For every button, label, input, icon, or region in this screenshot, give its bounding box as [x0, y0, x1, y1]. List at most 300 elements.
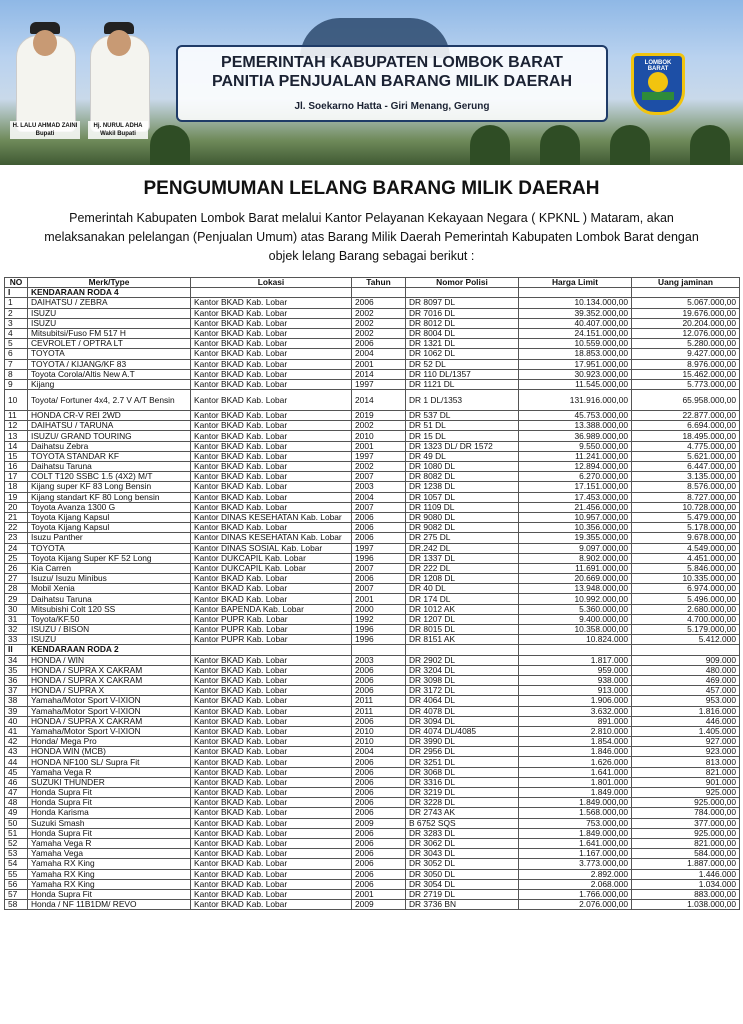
page-title: PENGUMUMAN LELANG BARANG MILIK DAERAH [143, 178, 600, 199]
col-uang-jaminan-cell: 3.135.000,00 [632, 472, 740, 482]
regent-figure [16, 35, 76, 132]
col-harga-limit-cell: 1.846.000 [519, 747, 632, 757]
col-no-cell: 25 [5, 553, 28, 563]
col-uang-jaminan-cell: 5.179.000,00 [632, 625, 740, 635]
col-lokasi-cell: Kantor BKAD Kab. Lobar [191, 482, 352, 492]
col-no-cell: 30 [5, 604, 28, 614]
col-no-cell: 15 [5, 451, 28, 461]
col-no-cell: 2 [5, 308, 28, 318]
col-tahun-cell: 2006 [352, 828, 406, 838]
table-row [5, 533, 740, 543]
col-harga-limit-cell: 2.076.000,00 [519, 900, 632, 910]
table-row [5, 625, 740, 635]
col-harga-limit-cell: 8.902.000,00 [519, 553, 632, 563]
col-harga-limit-cell: 10.559.000,00 [519, 339, 632, 349]
col-no-cell: 31 [5, 614, 28, 624]
col-nomor-polisi-cell: B 6752 SQS [406, 818, 519, 828]
table-row [5, 859, 740, 869]
col-lokasi-cell: Kantor BKAD Kab. Lobar [191, 828, 352, 838]
col-lokasi-cell: Kantor BKAD Kab. Lobar [191, 462, 352, 472]
col-lokasi-cell: Kantor BKAD Kab. Lobar [191, 686, 352, 696]
col-uang-jaminan-cell: 65.958.000,00 [632, 390, 740, 411]
col-uang-jaminan-cell: 20.204.000,00 [632, 318, 740, 328]
col-lokasi-cell: Kantor BKAD Kab. Lobar [191, 584, 352, 594]
table-row [5, 706, 740, 716]
col-harga-limit-cell: 40.407.000,00 [519, 318, 632, 328]
col-uang-jaminan-cell: 8.727.000,00 [632, 492, 740, 502]
table-row [5, 675, 740, 685]
col-uang-jaminan-cell: 1.816.000 [632, 706, 740, 716]
col-no-cell: 44 [5, 757, 28, 767]
col-merk-type-cell: Daihatsu Taruna [28, 594, 191, 604]
col-tahun-cell: 2007 [352, 472, 406, 482]
col-tahun-cell: 2006 [352, 716, 406, 726]
col-no-cell: 38 [5, 696, 28, 706]
col-tahun-cell: 1992 [352, 614, 406, 624]
col-harga-limit-cell: 1.568.000,00 [519, 808, 632, 818]
col-merk-type-cell: Isuzu Panther [28, 533, 191, 543]
col-uang-jaminan-cell: 5.067.000,00 [632, 298, 740, 308]
government-name: PEMERINTAH KABUPATEN LOMBOK BARAT [221, 54, 563, 71]
empty-cell [632, 645, 740, 655]
col-harga-limit-cell: 1.167.000,00 [519, 849, 632, 859]
col-harga-limit-cell: 1.849.000,00 [519, 798, 632, 808]
col-harga-limit-cell: 11.691.000,00 [519, 563, 632, 573]
col-lokasi-cell: Kantor PUPR Kab. Lobar [191, 625, 352, 635]
col-harga-limit-cell: 1.766.000,00 [519, 889, 632, 899]
col-lokasi-cell: Kantor BKAD Kab. Lobar [191, 431, 352, 441]
col-lokasi-cell: Kantor BKAD Kab. Lobar [191, 838, 352, 848]
col-merk-type-cell: Honda / NF 11B1DM/ REVO [28, 900, 191, 910]
col-nomor-polisi-cell: DR 9082 DL [406, 523, 519, 533]
col-no-cell: 54 [5, 859, 28, 869]
col-no-cell: 34 [5, 655, 28, 665]
table-row [5, 889, 740, 899]
col-uang-jaminan-cell: 457.000 [632, 686, 740, 696]
col-uang-jaminan-cell: 4.451.000,00 [632, 553, 740, 563]
col-no-cell: 17 [5, 472, 28, 482]
col-nomor-polisi-cell: DR 3251 DL [406, 757, 519, 767]
col-merk-type-cell: Yamaha RX King [28, 869, 191, 879]
palm-tree-graphic [470, 125, 510, 165]
col-lokasi-cell: Kantor PUPR Kab. Lobar [191, 635, 352, 645]
col-uang-jaminan-cell: 4.775.000,00 [632, 441, 740, 451]
col-lokasi-cell: Kantor BKAD Kab. Lobar [191, 308, 352, 318]
table-row [5, 726, 740, 736]
col-no-cell: 19 [5, 492, 28, 502]
table-row [5, 584, 740, 594]
col-merk-type-cell: HONDA NF100 SL/ Supra Fit [28, 757, 191, 767]
col-merk-type-cell: Kia Carren [28, 563, 191, 573]
col-lokasi-cell: Kantor DINAS KESEHATAN Kab. Lobar [191, 533, 352, 543]
col-uang-jaminan-cell: 446.000 [632, 716, 740, 726]
table-row [5, 767, 740, 777]
col-uang-jaminan-cell: 1.405.000 [632, 726, 740, 736]
col-nomor-polisi-cell: DR 3062 DL [406, 838, 519, 848]
empty-cell [519, 288, 632, 298]
col-harga-limit-cell: 1.849.000,00 [519, 828, 632, 838]
col-no-cell: 18 [5, 482, 28, 492]
col-no-cell: 9 [5, 379, 28, 389]
col-merk-type-cell: Kijang standart KF 80 Long bensin [28, 492, 191, 502]
col-uang-jaminan-cell: 6.694.000,00 [632, 421, 740, 431]
table-row [5, 379, 740, 389]
col-nomor-polisi-cell: DR 3068 DL [406, 767, 519, 777]
table-row [5, 838, 740, 848]
col-uang-jaminan-cell: 8.576.000,00 [632, 482, 740, 492]
col-harga-limit-cell: 17.151.000,00 [519, 482, 632, 492]
table-row [5, 523, 740, 533]
col-tahun-cell: 2004 [352, 349, 406, 359]
col-uang-jaminan-cell: 480.000 [632, 665, 740, 675]
table-row [5, 553, 740, 563]
col-nomor-polisi-cell: DR 174 DL [406, 594, 519, 604]
col-no-cell: 42 [5, 737, 28, 747]
col-tahun-cell: 2006 [352, 757, 406, 767]
col-lokasi-cell: Kantor BKAD Kab. Lobar [191, 349, 352, 359]
col-no-cell: 29 [5, 594, 28, 604]
col-merk-type-cell: HONDA / SUPRA X CAKRAM [28, 675, 191, 685]
col-tahun-cell: 2003 [352, 655, 406, 665]
col-no-cell: 57 [5, 889, 28, 899]
col-harga-limit-cell: 11.241.000,00 [519, 451, 632, 461]
col-nomor-polisi-cell: DR 3204 DL [406, 665, 519, 675]
col-uang-jaminan-cell: 1.034.000 [632, 879, 740, 889]
col-uang-jaminan-cell: 22.877.000,00 [632, 411, 740, 421]
col-harga-limit-cell: 1.641.000,00 [519, 838, 632, 848]
col-tahun-cell: 1997 [352, 379, 406, 389]
col-harga-limit-cell: 11.545.000,00 [519, 379, 632, 389]
col-harga-limit-cell: 17.453.000,00 [519, 492, 632, 502]
table-row [5, 614, 740, 624]
col-no-cell: 45 [5, 767, 28, 777]
table-row [5, 390, 740, 411]
col-nomor-polisi-cell: DR 8015 DL [406, 625, 519, 635]
col-tahun-cell: 2006 [352, 838, 406, 848]
col-nomor-polisi-cell: DR 3228 DL [406, 798, 519, 808]
col-uang-jaminan-cell: 883.000,00 [632, 889, 740, 899]
col-tahun-cell: 2010 [352, 726, 406, 736]
col-harga-limit-cell: 753.000,00 [519, 818, 632, 828]
col-uang-jaminan-cell: 1.038.000,00 [632, 900, 740, 910]
col-lokasi-cell: Kantor BKAD Kab. Lobar [191, 421, 352, 431]
section-name: KENDARAAN RODA 2 [28, 645, 191, 655]
regent-caption [10, 121, 80, 139]
col-merk-type-cell: Yamaha Vega [28, 849, 191, 859]
col-merk-type-cell: Yamaha/Motor Sport V-IXION [28, 696, 191, 706]
col-merk-type-cell: Honda Karisma [28, 808, 191, 818]
col-uang-jaminan-cell: 6.974.000,00 [632, 584, 740, 594]
col-merk-type-cell: Toyota/ Fortuner 4x4, 2.7 V A/T Bensin [28, 390, 191, 411]
col-tahun-cell: 2006 [352, 574, 406, 584]
col-merk-type-cell: Honda Supra Fit [28, 798, 191, 808]
col-merk-type-cell: Yamaha RX King [28, 859, 191, 869]
col-uang-jaminan-cell: 19.676.000,00 [632, 308, 740, 318]
col-tahun-cell: 2006 [352, 533, 406, 543]
section-number: II [5, 645, 28, 655]
col-no-cell: 53 [5, 849, 28, 859]
col-nomor-polisi-cell: DR 40 DL [406, 584, 519, 594]
col-no-cell: 27 [5, 574, 28, 584]
col-nomor-polisi-cell: DR 8151 AK [406, 635, 519, 645]
col-tahun-cell: 2001 [352, 359, 406, 369]
col-no-cell: 10 [5, 390, 28, 411]
col-lokasi-cell: Kantor BKAD Kab. Lobar [191, 318, 352, 328]
table-row [5, 349, 740, 359]
col-no-cell: 55 [5, 869, 28, 879]
col-tahun-cell: 2006 [352, 808, 406, 818]
col-lokasi-cell: Kantor BKAD Kab. Lobar [191, 767, 352, 777]
col-merk-type-cell: HONDA CR-V REI 2WD [28, 411, 191, 421]
table-row [5, 512, 740, 522]
col-uang-jaminan-cell: 2.680.000,00 [632, 604, 740, 614]
col-nomor-polisi-cell: DR 1337 DL [406, 553, 519, 563]
col-no-cell: 28 [5, 584, 28, 594]
col-lokasi-cell: Kantor BKAD Kab. Lobar [191, 298, 352, 308]
col-lokasi-cell: Kantor BKAD Kab. Lobar [191, 788, 352, 798]
col-tahun-cell: 2007 [352, 584, 406, 594]
col-tahun-cell: 2006 [352, 339, 406, 349]
col-harga-limit-cell: 2.810.000 [519, 726, 632, 736]
col-lokasi-cell: Kantor BKAD Kab. Lobar [191, 849, 352, 859]
col-uang-jaminan-cell: 10.728.000,00 [632, 502, 740, 512]
palm-tree-graphic [690, 125, 730, 165]
table-row [5, 737, 740, 747]
col-nomor-polisi-cell: DR 2743 AK [406, 808, 519, 818]
col-merk-type-cell: Yamaha/Motor Sport V-IXION [28, 726, 191, 736]
col-nomor-polisi-cell: DR 1012 AK [406, 604, 519, 614]
col-tahun-cell: 2006 [352, 523, 406, 533]
table-row [5, 451, 740, 461]
committee-name: PANITIA PENJUALAN BARANG MILIK DAERAH [212, 73, 572, 90]
table-row [5, 411, 740, 421]
col-nomor-polisi-cell: DR 15 DL [406, 431, 519, 441]
table-row [5, 696, 740, 706]
col-uang-jaminan-cell: 923.000 [632, 747, 740, 757]
col-uang-jaminan-cell: 10.335.000,00 [632, 574, 740, 584]
col-no-cell: 32 [5, 625, 28, 635]
col-harga-limit-cell: 10.356.000,00 [519, 523, 632, 533]
col-merk-type-cell: Yamaha RX King [28, 879, 191, 889]
col-tahun-cell: 2002 [352, 318, 406, 328]
regent-title: Bupati [35, 131, 55, 137]
col-merk-type-cell: TOYOTA [28, 349, 191, 359]
col-no-cell: 43 [5, 747, 28, 757]
col-harga-limit-cell: 1.906.000 [519, 696, 632, 706]
table-row [5, 747, 740, 757]
table-row [5, 828, 740, 838]
col-no-cell: 41 [5, 726, 28, 736]
col-no-header: NO [5, 278, 28, 288]
col-tahun-cell: 2002 [352, 328, 406, 338]
col-harga-limit-cell: 6.270.000,00 [519, 472, 632, 482]
col-nomor-polisi-cell: DR 1 DL/1353 [406, 390, 519, 411]
col-harga-limit-cell: 10.824.000 [519, 635, 632, 645]
col-nomor-polisi-cell: DR 110 DL/1357 [406, 369, 519, 379]
col-merk-type-cell: TOYOTA / KIJANG/KF 83 [28, 359, 191, 369]
table-row [5, 818, 740, 828]
col-tahun-cell: 2002 [352, 462, 406, 472]
col-nomor-polisi-cell: DR 1208 DL [406, 574, 519, 584]
table-row [5, 543, 740, 553]
col-lokasi-cell: Kantor BKAD Kab. Lobar [191, 411, 352, 421]
col-nomor-polisi-cell: DR 8004 DL [406, 328, 519, 338]
table-row [5, 472, 740, 482]
col-nomor-polisi-cell: DR 275 DL [406, 533, 519, 543]
col-lokasi-cell: Kantor BKAD Kab. Lobar [191, 523, 352, 533]
col-no-cell: 49 [5, 808, 28, 818]
table-row [5, 788, 740, 798]
col-harga-limit-cell: 10.134.000,00 [519, 298, 632, 308]
col-lokasi-cell: Kantor BKAD Kab. Lobar [191, 798, 352, 808]
col-harga-limit-cell: 3.773.000,00 [519, 859, 632, 869]
col-lokasi-cell: Kantor BAPENDA Kab. Lobar [191, 604, 352, 614]
col-uang-jaminan-cell: 469.000 [632, 675, 740, 685]
col-harga-limit-cell: 24.151.000,00 [519, 328, 632, 338]
col-lokasi-cell: Kantor BKAD Kab. Lobar [191, 737, 352, 747]
col-tahun-cell: 2006 [352, 777, 406, 787]
table-row [5, 421, 740, 431]
col-merk-type-cell: TOYOTA STANDAR KF [28, 451, 191, 461]
table-row [5, 900, 740, 910]
col-lokasi-cell: Kantor BKAD Kab. Lobar [191, 716, 352, 726]
col-lokasi-cell: Kantor BKAD Kab. Lobar [191, 747, 352, 757]
col-harga-limit-cell: 20.669.000,00 [519, 574, 632, 584]
table-row [5, 635, 740, 645]
col-lokasi-cell: Kantor BKAD Kab. Lobar [191, 675, 352, 685]
col-merk-type-cell: ISUZU [28, 635, 191, 645]
col-nomor-polisi-cell: DR 2719 DL [406, 889, 519, 899]
col-no-cell: 3 [5, 318, 28, 328]
table-row [5, 879, 740, 889]
col-tahun-cell: 2009 [352, 900, 406, 910]
col-harga-limit-cell: 18.853.000,00 [519, 349, 632, 359]
col-merk-type-cell: HONDA WIN (MCB) [28, 747, 191, 757]
col-uang-jaminan-cell: 5.846.000,00 [632, 563, 740, 573]
col-nomor-polisi-cell: DR 1080 DL [406, 462, 519, 472]
col-lokasi-cell: Kantor BKAD Kab. Lobar [191, 777, 352, 787]
col-nomor-polisi-cell: DR 3990 DL [406, 737, 519, 747]
col-nomor-polisi-cell: DR 1121 DL [406, 379, 519, 389]
table-body [5, 288, 740, 910]
col-harga-limit-cell: 10.358.000,00 [519, 625, 632, 635]
table-row [5, 808, 740, 818]
col-harga-limit-cell: 1.817.000 [519, 655, 632, 665]
col-no-cell: 48 [5, 798, 28, 808]
col-harga-limit-cell: 45.753.000,00 [519, 411, 632, 421]
col-lokasi-cell: Kantor BKAD Kab. Lobar [191, 696, 352, 706]
table-row [5, 318, 740, 328]
col-merk-type-cell: Toyota Corola/Altis New A.T [28, 369, 191, 379]
col-harga-limit-cell: 891.000 [519, 716, 632, 726]
col-harga-limit-cell: 2.068.000 [519, 879, 632, 889]
col-merk-type-cell: DAIHATSU / TARUNA [28, 421, 191, 431]
col-nomor-polisi-cell: DR 2956 DL [406, 747, 519, 757]
col-merk-type-cell: Mobil Xenia [28, 584, 191, 594]
col-merk-type-cell: ISUZU/ GRAND TOURING [28, 431, 191, 441]
col-no-cell: 35 [5, 665, 28, 675]
empty-cell [406, 288, 519, 298]
empty-cell [352, 645, 406, 655]
col-nomor-polisi-cell: DR 4074 DL/4085 [406, 726, 519, 736]
col-lokasi-cell: Kantor BKAD Kab. Lobar [191, 502, 352, 512]
col-merk-type-cell: Daihatsu Zebra [28, 441, 191, 451]
col-nomor-polisi-cell: DR 4078 DL [406, 706, 519, 716]
empty-cell [406, 645, 519, 655]
col-lokasi-cell: Kantor BKAD Kab. Lobar [191, 492, 352, 502]
col-lokasi-cell: Kantor BKAD Kab. Lobar [191, 818, 352, 828]
col-no-cell: 6 [5, 349, 28, 359]
table-row [5, 594, 740, 604]
col-no-cell: 23 [5, 533, 28, 543]
col-tahun-cell: 2002 [352, 421, 406, 431]
col-uang-jaminan-cell: 584.000,00 [632, 849, 740, 859]
col-merk-type-cell: COLT T120 SSBC 1.5 (4X2) M/T [28, 472, 191, 482]
col-no-cell: 12 [5, 421, 28, 431]
col-nomor-polisi-cell: DR 1057 DL [406, 492, 519, 502]
col-no-cell: 50 [5, 818, 28, 828]
col-tahun-cell: 2002 [352, 308, 406, 318]
col-no-cell: 16 [5, 462, 28, 472]
col-uang-jaminan-cell: 784.000,00 [632, 808, 740, 818]
col-no-cell: 20 [5, 502, 28, 512]
col-harga-limit-cell: 36.989.000,00 [519, 431, 632, 441]
col-tahun-cell: 2006 [352, 767, 406, 777]
col-merk-type-cell: DAIHATSU / ZEBRA [28, 298, 191, 308]
col-uang-jaminan-header: Uang jaminan [632, 278, 740, 288]
col-tahun-cell: 2000 [352, 604, 406, 614]
col-nomor-polisi-cell: DR 1323 DL/ DR 1572 [406, 441, 519, 451]
col-tahun-cell: 2011 [352, 696, 406, 706]
col-lokasi-cell: Kantor BKAD Kab. Lobar [191, 869, 352, 879]
col-tahun-cell: 2003 [352, 482, 406, 492]
col-nomor-polisi-cell: DR 3219 DL [406, 788, 519, 798]
palm-tree-graphic [610, 125, 650, 165]
col-nomor-polisi-cell: DR 52 DL [406, 359, 519, 369]
col-nomor-polisi-cell: DR 222 DL [406, 563, 519, 573]
col-uang-jaminan-cell: 15.462.000,00 [632, 369, 740, 379]
section-number: I [5, 288, 28, 298]
office-address: Jl. Soekarno Hatta - Giri Menang, Gerung [294, 101, 490, 112]
col-uang-jaminan-cell: 1.446.000 [632, 869, 740, 879]
col-lokasi-cell: Kantor DUKCAPIL Kab. Lobar [191, 553, 352, 563]
col-harga-limit-cell: 30.923.000,00 [519, 369, 632, 379]
palm-tree-graphic [540, 125, 580, 165]
col-lokasi-cell: Kantor BKAD Kab. Lobar [191, 451, 352, 461]
col-uang-jaminan-cell: 1.887.000,00 [632, 859, 740, 869]
col-harga-limit-cell: 9.097.000,00 [519, 543, 632, 553]
col-no-cell: 58 [5, 900, 28, 910]
col-uang-jaminan-cell: 12.076.000,00 [632, 328, 740, 338]
col-merk-type-cell: Isuzu/ Isuzu Minibus [28, 574, 191, 584]
col-uang-jaminan-cell: 4.700.000,00 [632, 614, 740, 624]
col-merk-type-cell: ISUZU [28, 318, 191, 328]
col-no-cell: 14 [5, 441, 28, 451]
col-uang-jaminan-cell: 5.178.000,00 [632, 523, 740, 533]
col-nomor-polisi-header: Nomor Polisi [406, 278, 519, 288]
col-tahun-cell: 2011 [352, 706, 406, 716]
col-lokasi-cell: Kantor BKAD Kab. Lobar [191, 574, 352, 584]
col-nomor-polisi-cell: DR 1207 DL [406, 614, 519, 624]
col-nomor-polisi-cell: DR 2902 DL [406, 655, 519, 665]
col-merk-type-cell: Kijang super KF 83 Long Bensin [28, 482, 191, 492]
col-no-cell: 33 [5, 635, 28, 645]
col-harga-limit-cell: 131.916.000,00 [519, 390, 632, 411]
vice-regent-title: Wakil Bupati [100, 131, 136, 137]
table-row [5, 716, 740, 726]
col-nomor-polisi-cell: DR 3052 DL [406, 859, 519, 869]
col-tahun-cell: 2004 [352, 747, 406, 757]
